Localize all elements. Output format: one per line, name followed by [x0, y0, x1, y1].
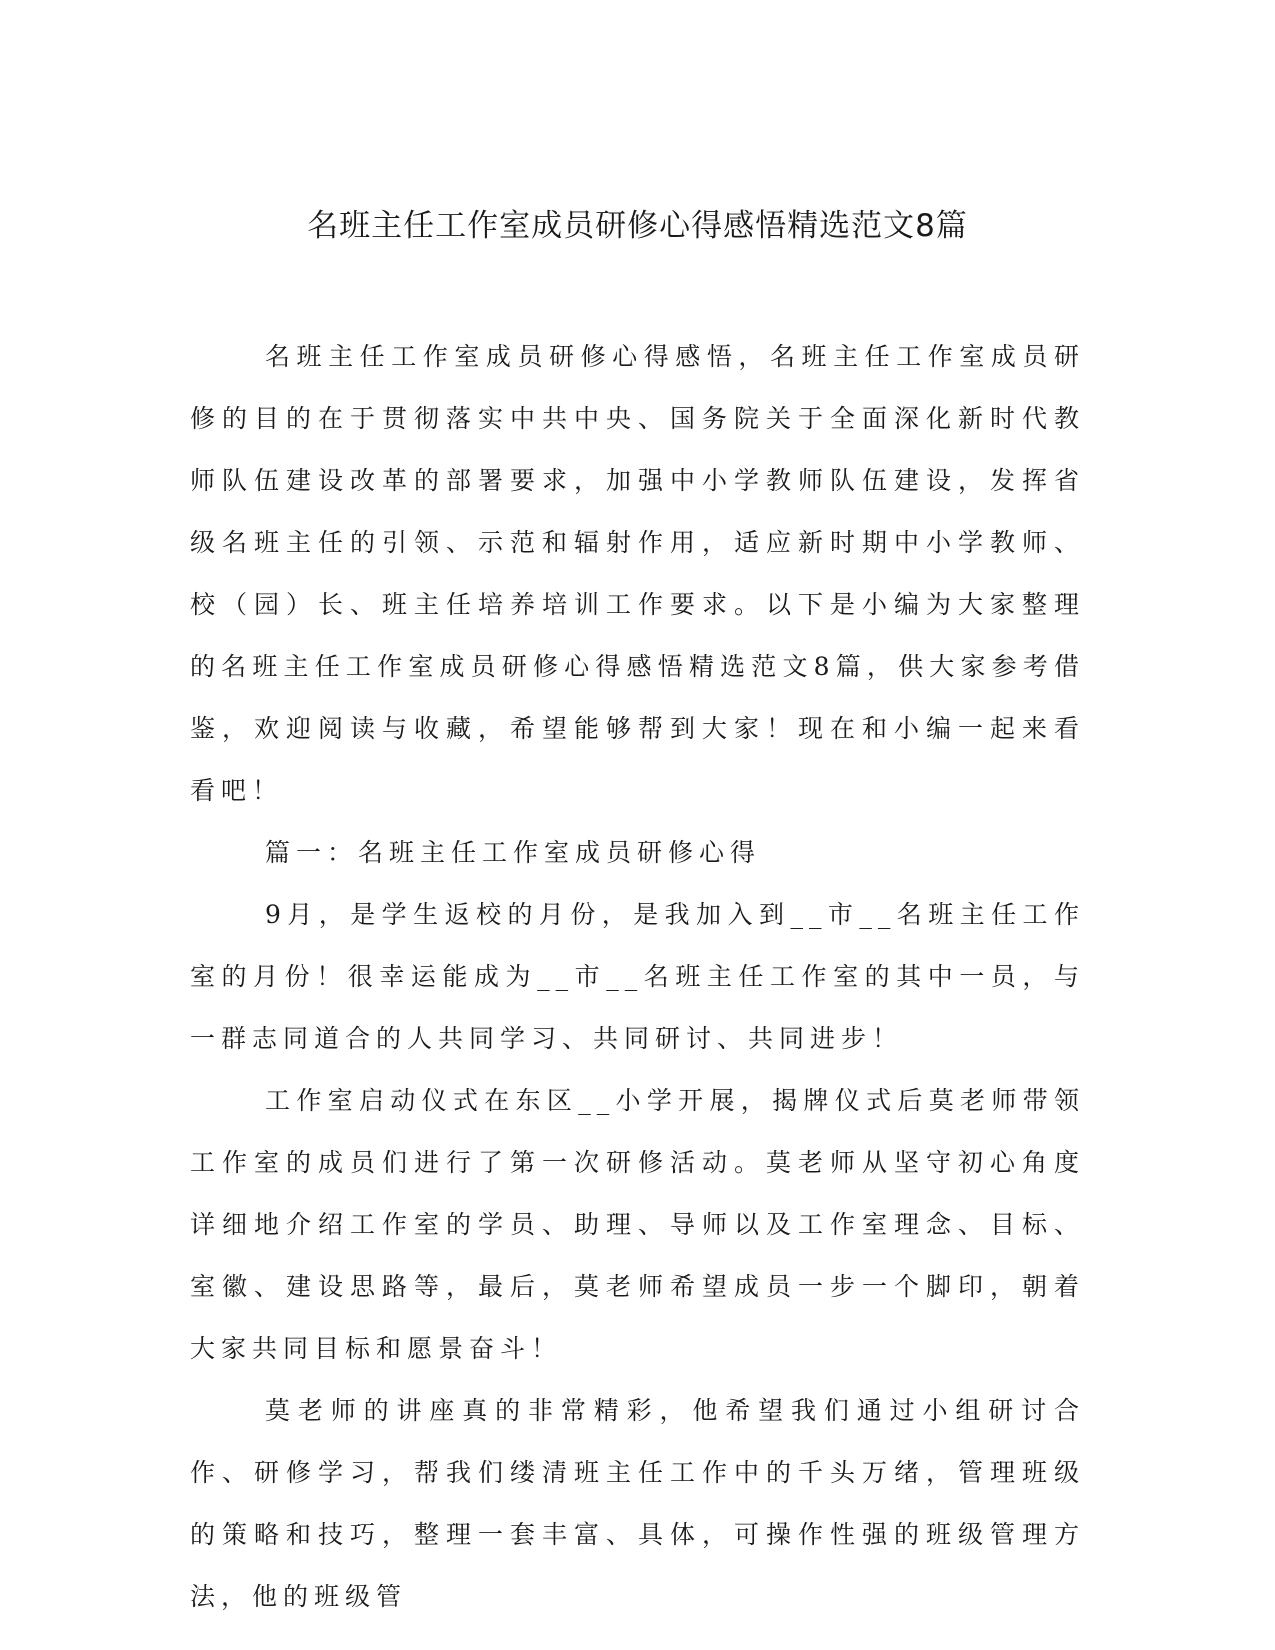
paragraph: 工作室启动仪式在东区__小学开展，揭牌仪式后莫老师带领工作室的成员们进行了第一次研修活动。莫老师从坚守初心角度详细地介绍工作室的学员、助理、导师以及工作室理念、目标、室徽、建设思路等，最后，莫老师希望成员一步一个脚印，朝着大家共同目标和愿景奋斗！ — [190, 1086, 1085, 1363]
section-heading: 篇一：名班主任工作室成员研修心得 — [265, 838, 762, 867]
document-title: 名班主任工作室成员研修心得感悟精选范文8篇 — [307, 208, 968, 244]
paragraph-intro: 名班主任工作室成员研修心得感悟，名班主任工作室成员研修的目的在于贯彻落实中共中央、国务院关于全面深化新时代教师队伍建设改革的部署要求，加强中小学教师队伍建设，发挥省级名班主任的引领、示范和辐射作用，适应新时期中小学教师、校（园）长、班主任培养培训工作要求。以下是小编为大家整理的名班主任工作室成员研修心得感悟精选范文8篇，供大家参考借鉴，欢迎阅读与收藏，希望能够帮到大家！现在和小编一起来看看吧！ — [190, 342, 1085, 805]
paragraph: 9月，是学生返校的月份，是我加入到__市__名班主任工作室的月份！很幸运能成为__市__名班主任工作室的其中一员，与一群志同道合的人共同学习、共同研讨、共同进步！ — [190, 900, 1085, 1053]
document-body — [190, 326, 1085, 1628]
paragraph: 莫老师的讲座真的非常精彩，他希望我们通过小组研讨合作、研修学习，帮我们缕清班主任工作中的千头万绪，管理班级的策略和技巧，整理一套丰富、具体，可操作性强的班级管理方法，他的班级管 — [190, 1396, 1085, 1611]
